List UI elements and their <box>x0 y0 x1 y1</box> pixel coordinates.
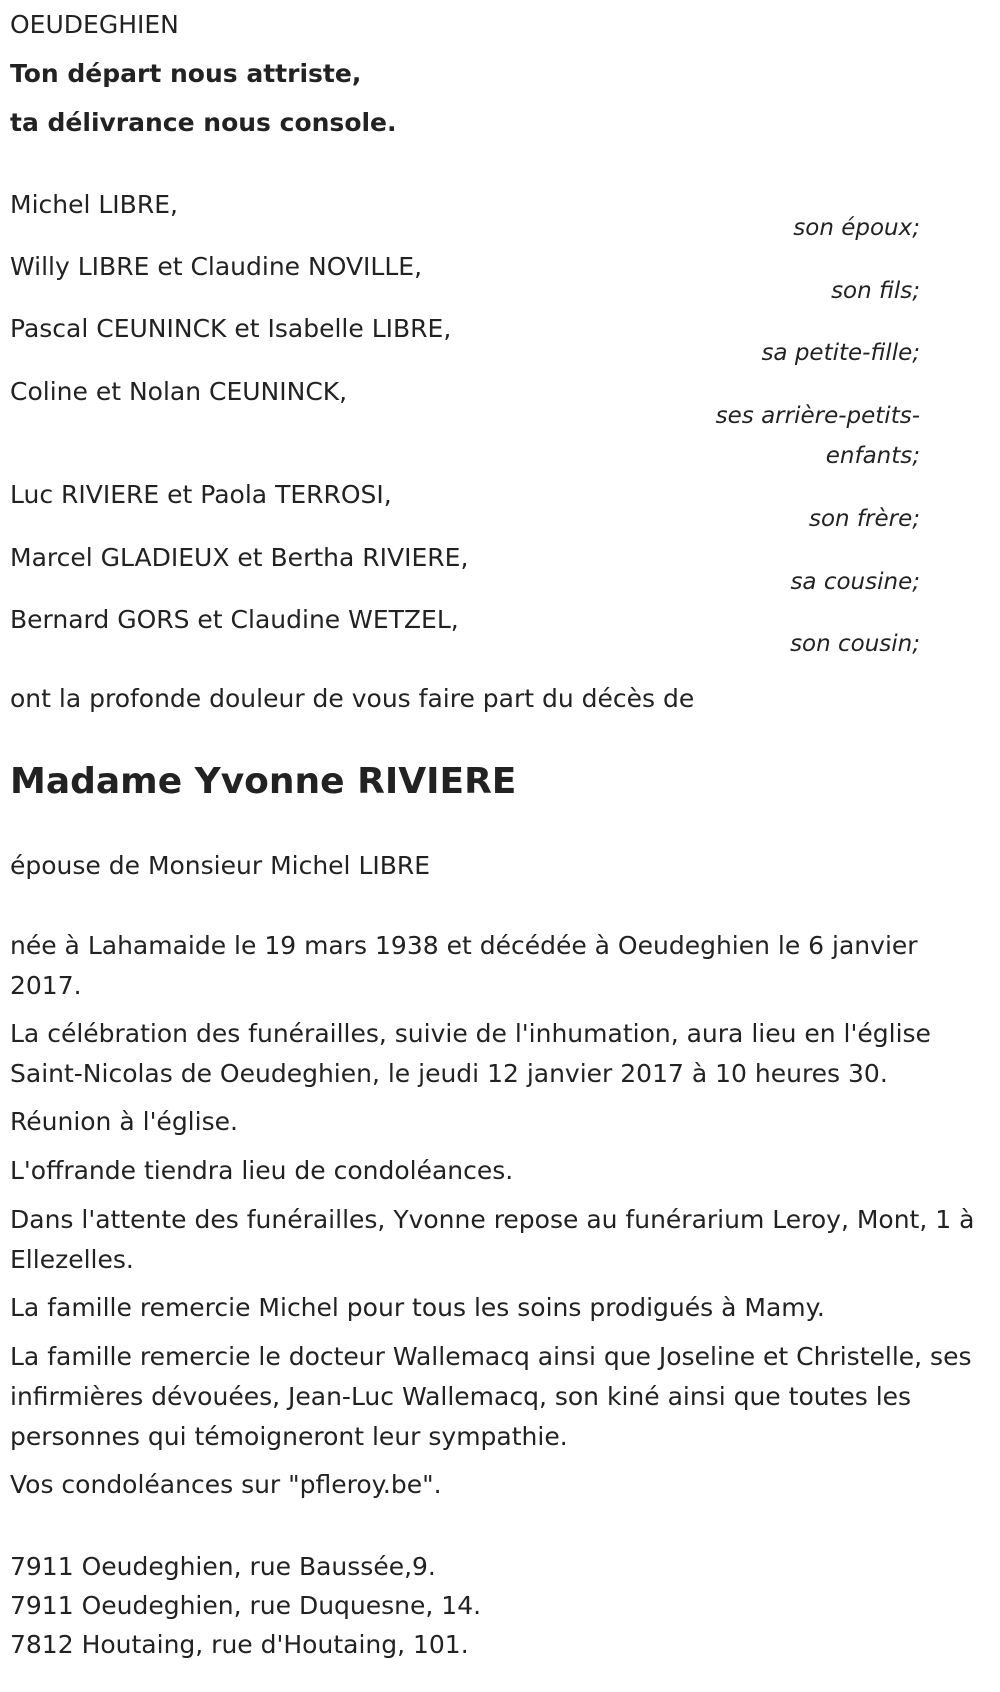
motto-line-2: ta délivrance nous console. <box>10 108 397 137</box>
address-line: 7911 Oeudeghien, rue Baussée,9. <box>10 1552 436 1581</box>
funerarium-info: Dans l'attente des funérailles, Yvonne repose au funérarium Leroy, Mont, 1 à Ellezelles. <box>10 1205 975 1274</box>
online-condolences: Vos condoléances sur "pfleroy.be". <box>10 1470 442 1499</box>
funeral-details: La célébration des funérailles, suivie de l'inhumation, aura lieu en l'église Saint-Nicolas de Oeudeghien, le jeudi 12 janvier 2017 à 10 heures 30. <box>10 1019 931 1088</box>
condolences-note: L'offrande tiendra lieu de condoléances. <box>10 1156 514 1185</box>
address-line: 7812 Houtaing, rue d'Houtaing, 101. <box>10 1630 469 1659</box>
thanks-michel: La famille remercie Michel pour tous les soins prodigués à Mamy. <box>10 1293 825 1322</box>
birth-death-text: née à Lahamaide le 19 mars 1938 et décédée à Oeudeghien le 6 janvier 2017. <box>10 931 918 1000</box>
gathering-info: Réunion à l'église. <box>10 1107 238 1136</box>
address-line: 7911 Oeudeghien, rue Duquesne, 14. <box>10 1591 482 1620</box>
family-member-relation: son fils; <box>831 278 920 304</box>
family-member-name: Luc RIVIERE et Paola TERROSI, <box>10 480 392 509</box>
thanks-caregivers: La famille remercie le docteur Wallemacq ainsi que Joseline et Christelle, ses infirmières dévouées, Jean-Luc Wallemacq, son kiné ainsi que toutes les personnes qui témoigneront leur sympathie. <box>10 1342 972 1451</box>
family-member-relation: sa petite-fille; <box>761 340 920 366</box>
family-member-relation: sa cousine; <box>790 569 920 595</box>
motto-line-1: Ton départ nous attriste, <box>10 59 362 88</box>
family-member-relation: son frère; <box>808 506 920 532</box>
family-member-name: Willy LIBRE et Claudine NOVILLE, <box>10 252 423 281</box>
place-heading: OEUDEGHIEN <box>10 10 179 39</box>
family-member-name: Bernard GORS et Claudine WETZEL, <box>10 605 459 634</box>
family-member-relation: son époux; <box>793 215 920 241</box>
family-member-relation-line-1: ses arrière-petits- <box>715 403 920 429</box>
family-member-name: Coline et Nolan CEUNINCK, <box>10 377 348 406</box>
deceased-name: Madame Yvonne RIVIERE <box>10 761 517 802</box>
spouse-line: épouse de Monsieur Michel LIBRE <box>10 851 431 880</box>
family-member-name: Michel LIBRE, <box>10 190 178 219</box>
family-member-relation-line-2: enfants; <box>825 443 920 469</box>
announcement-text: ont la profonde douleur de vous faire part du décès de <box>10 684 695 713</box>
family-member-relation: son cousin; <box>790 631 920 657</box>
family-member-name: Marcel GLADIEUX et Bertha RIVIERE, <box>10 543 469 572</box>
family-member-name: Pascal CEUNINCK et Isabelle LIBRE, <box>10 314 452 343</box>
